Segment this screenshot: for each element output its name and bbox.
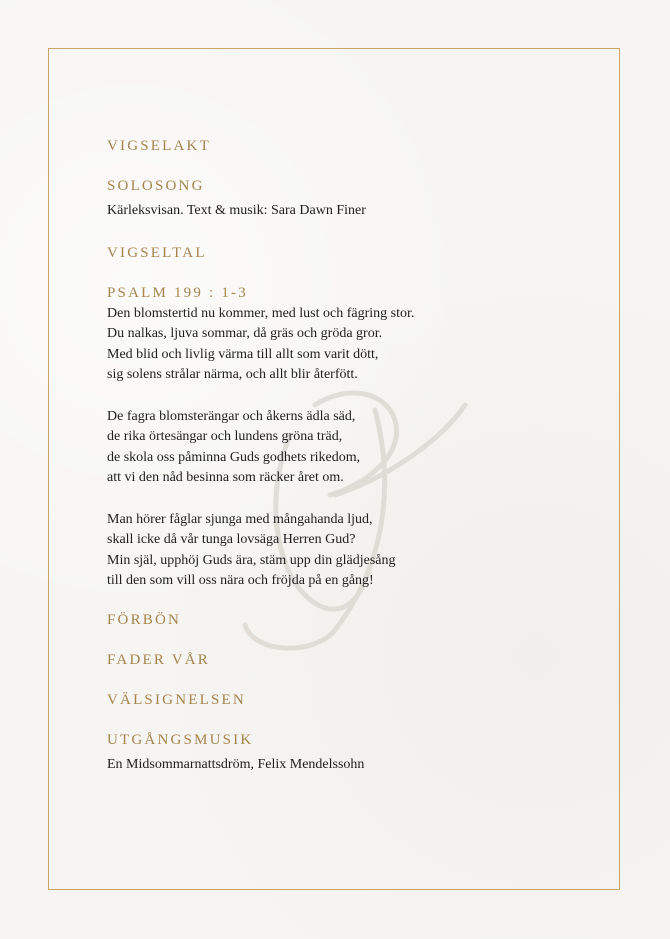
- psalm-line: de rika örtesängar och lundens gröna träd,: [107, 429, 343, 445]
- psalm-line: sig solens strålar närma, och allt blir återfött.: [107, 367, 358, 383]
- psalm-stanza-1: [107, 304, 587, 386]
- ceremony-program: [107, 136, 587, 776]
- psalm-line: skall icke då vår tunga lovsäga Herren Gud?: [107, 532, 356, 548]
- heading-vigselakt: VIGSELAKT: [107, 138, 211, 154]
- psalm-text: [107, 304, 587, 592]
- heading-vigseltal: VIGSELTAL: [107, 244, 207, 261]
- utgangsmusik-text: En Midsommarnattsdröm, Felix Mendelssohn: [107, 756, 365, 772]
- psalm-line: Med blid och livlig värma till allt som varit dött,: [107, 346, 379, 362]
- heading-solosong: SOLOSONG: [107, 178, 205, 194]
- psalm-stanza-2: [107, 407, 587, 489]
- heading-utgangsmusik: UTGÅNGSMUSIK: [107, 731, 254, 748]
- psalm-line: till den som vill oss nära och fröjda på en gång!: [107, 573, 374, 589]
- psalm-stanza-3: [107, 510, 587, 592]
- psalm-line: att vi den nåd besinna som räcker året om.: [107, 470, 344, 486]
- psalm-line: Min själ, upphöj Guds ära, stäm upp din glädjesång: [107, 552, 396, 568]
- heading-psalm: PSALM 199 : 1-3: [107, 284, 248, 301]
- psalm-line: Du nalkas, ljuva sommar, då gräs och gröda gror.: [107, 326, 383, 342]
- psalm-line: Man hörer fåglar sjunga med mångahanda ljud,: [107, 511, 373, 527]
- psalm-line: Den blomstertid nu kommer, med lust och fägring stor.: [107, 305, 415, 321]
- heading-forbon: FÖRBÖN: [107, 611, 182, 628]
- heading-valsignelsen: VÄLSIGNELSEN: [107, 691, 246, 708]
- psalm-line: De fagra blomsterängar och åkerns ädla säd,: [107, 408, 356, 424]
- psalm-line: de skola oss påminna Guds godhets rikedom,: [107, 449, 361, 465]
- heading-fader-var: FADER VÅR: [107, 651, 211, 668]
- solosong-text: Kärleksvisan. Text & musik: Sara Dawn Finer: [107, 203, 366, 218]
